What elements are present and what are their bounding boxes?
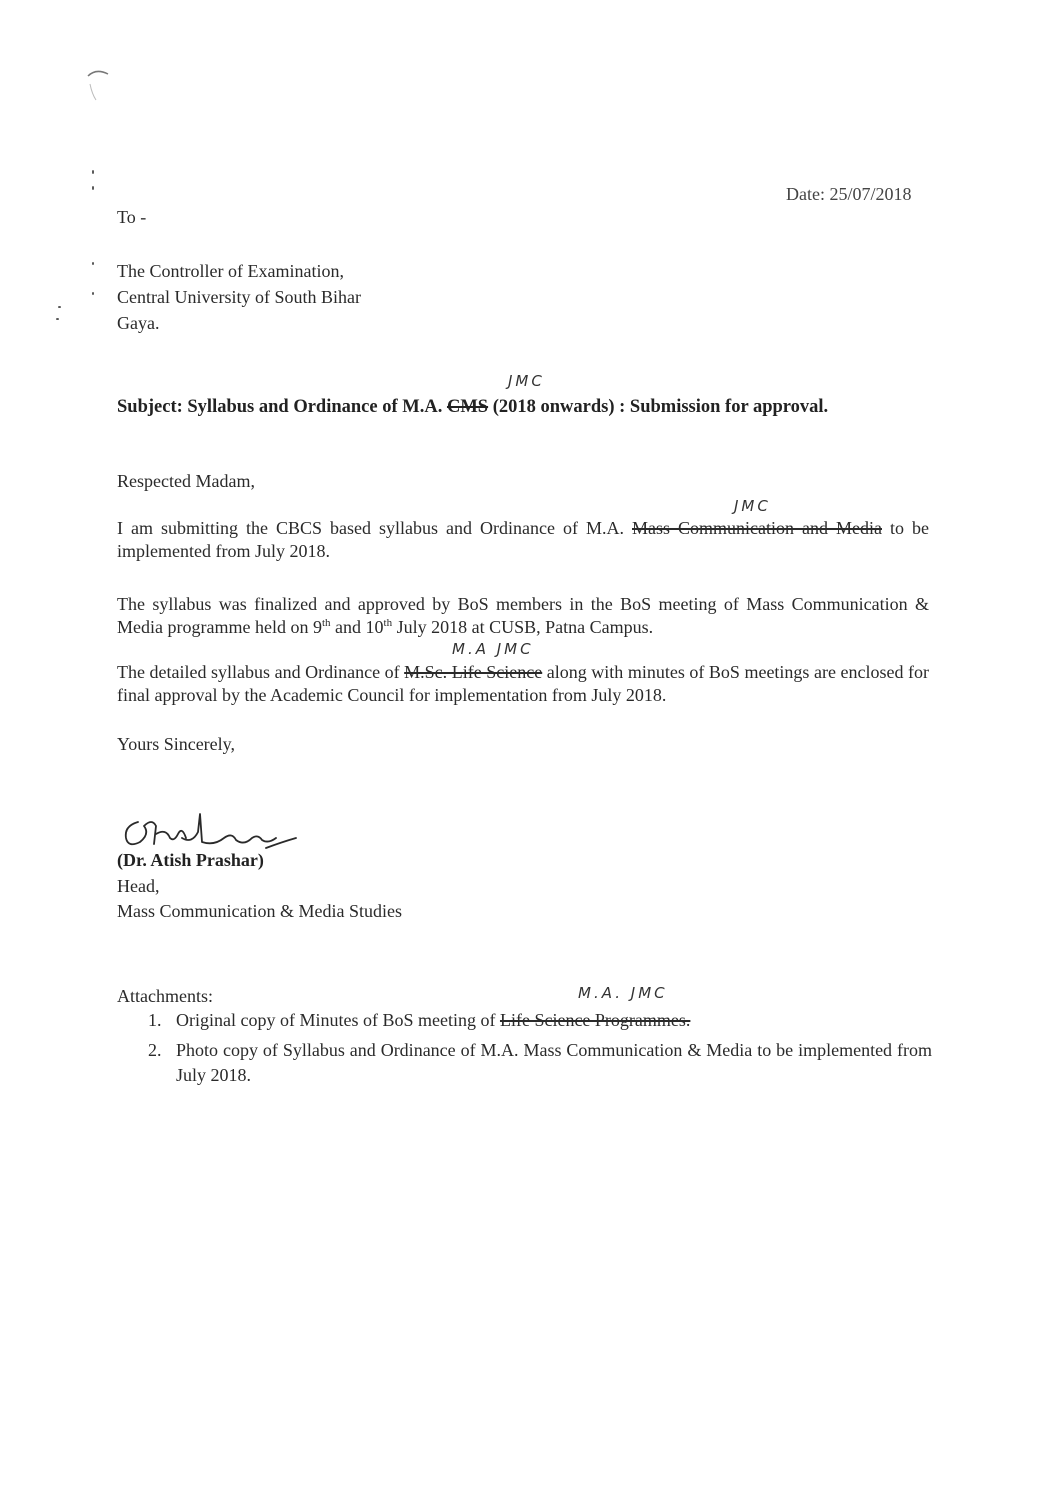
paragraph-text: and 10 [330, 617, 384, 637]
handwritten-correction: JMC [508, 372, 545, 390]
signatory-department: Mass Communication & Media Studies [117, 901, 402, 921]
paragraph-text: The syllabus was finalized and approved by BoS members in the BoS meeting of Mass Communication & Media programme held on 9 [117, 594, 929, 637]
signatory-name: (Dr. Atish Prashar) [117, 850, 264, 870]
salutation: Respected Madam, [117, 471, 255, 491]
address-line: Central University of South Bihar [117, 287, 361, 307]
attachment-item [176, 1008, 690, 1032]
paragraph-text: July 2018 at CUSB, Patna Campus. [392, 617, 654, 637]
scan-speck [92, 292, 94, 295]
handwritten-correction: JMC [734, 497, 771, 515]
struck-text: M.Sc. Life Science [404, 662, 543, 682]
subject-text: Subject: Syllabus and Ordinance of M.A. [117, 397, 447, 417]
address-line: Gaya. [117, 313, 160, 333]
letter-date: Date: 25/07/2018 [786, 184, 912, 204]
body-paragraph [117, 517, 929, 563]
subject-line [117, 395, 828, 419]
scan-speck [92, 170, 94, 174]
scan-mark-icon [86, 66, 116, 106]
signatory-title: Head, [117, 876, 160, 896]
struck-text: Life Science Programmes. [499, 1010, 691, 1030]
struck-text: CMS [446, 397, 489, 417]
attachment-text: Original copy of Minutes of BoS meeting of [176, 1010, 500, 1030]
handwritten-correction: M.A. JMC [578, 984, 668, 1002]
scan-speck [92, 186, 94, 190]
handwritten-correction: M.A JMC [452, 640, 534, 658]
superscript: th [321, 617, 331, 629]
attachment-text: Photo copy of Syllabus and Ordinance of M.A. Mass Communication & Media to be implemented from July 2018. [176, 1040, 932, 1085]
closing: Yours Sincerely, [117, 734, 236, 754]
address-line: The Controller of Examination, [117, 261, 344, 281]
attachment-number: 1. [148, 1010, 162, 1030]
paragraph-text: to be implemented from July 2018. [117, 518, 929, 561]
recipient-to: To - [117, 207, 147, 227]
body-paragraph [117, 593, 929, 639]
paragraph-text: along with minutes of BoS meetings are enclosed for final approval by the Academic Council for implementation from July 2018. [117, 662, 930, 705]
attachment-number: 2. [148, 1040, 162, 1060]
scan-speck [56, 318, 59, 320]
scan-speck [58, 306, 61, 308]
paragraph-text: I am submitting the CBCS based syllabus and Ordinance of M.A. [117, 518, 632, 538]
subject-text: (2018 onwards) : Submission for approval. [488, 397, 829, 417]
attachment-item [176, 1038, 932, 1088]
struck-text: Mass Communication and Media [632, 518, 882, 538]
paragraph-text: The detailed syllabus and Ordinance of [117, 662, 405, 682]
scan-speck [92, 262, 94, 265]
body-paragraph [117, 661, 929, 707]
attachments-heading: Attachments: [117, 986, 213, 1006]
superscript: th [383, 617, 393, 629]
